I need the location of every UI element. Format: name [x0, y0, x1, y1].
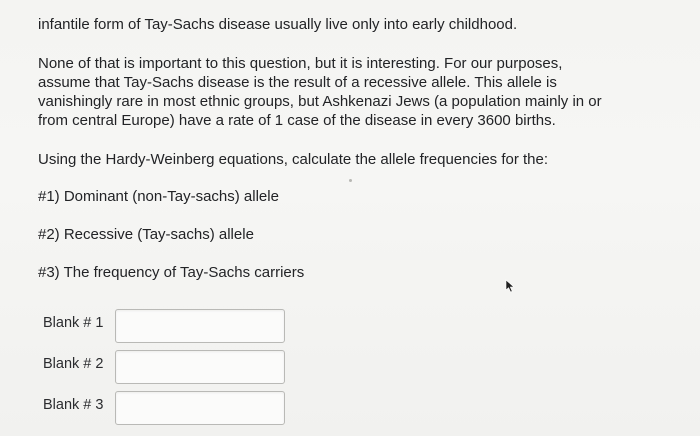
blank-input-1[interactable] — [115, 309, 285, 343]
question-item-1: #1) Dominant (non-Tay-sachs) allele — [38, 188, 279, 205]
stray-dot — [349, 179, 352, 182]
blank-input-3[interactable] — [115, 391, 285, 425]
blank-input-2[interactable] — [115, 350, 285, 384]
blank-row-1 — [43, 309, 303, 345]
question-paragraph-line-2: assume that Tay-Sachs disease is the result of a recessive allele. This allele is — [38, 74, 557, 91]
question-intro-line: infantile form of Tay-Sachs disease usually live only into early childhood. — [38, 16, 518, 33]
question-paragraph-line-4: from central Europe) have a rate of 1 case of the disease in every 3600 births. — [38, 112, 556, 129]
blank-row-2 — [43, 350, 303, 386]
mouse-pointer-icon — [505, 279, 517, 293]
blank-label-2: Blank # 2 — [43, 356, 104, 372]
question-item-2: #2) Recessive (Tay-sachs) allele — [38, 226, 254, 243]
blank-label-1: Blank # 1 — [43, 315, 104, 331]
question-item-3: #3) The frequency of Tay-Sachs carriers — [38, 264, 305, 281]
question-instruction: Using the Hardy-Weinberg equations, calculate the allele frequencies for the: — [38, 151, 549, 168]
blank-row-3 — [43, 391, 303, 427]
question-paragraph-line-1: None of that is important to this question, but it is interesting. For our purposes, — [38, 55, 563, 72]
blank-label-3: Blank # 3 — [43, 397, 104, 413]
question-paragraph-line-3: vanishingly rare in most ethnic groups, but Ashkenazi Jews (a population mainly in or — [38, 93, 602, 110]
